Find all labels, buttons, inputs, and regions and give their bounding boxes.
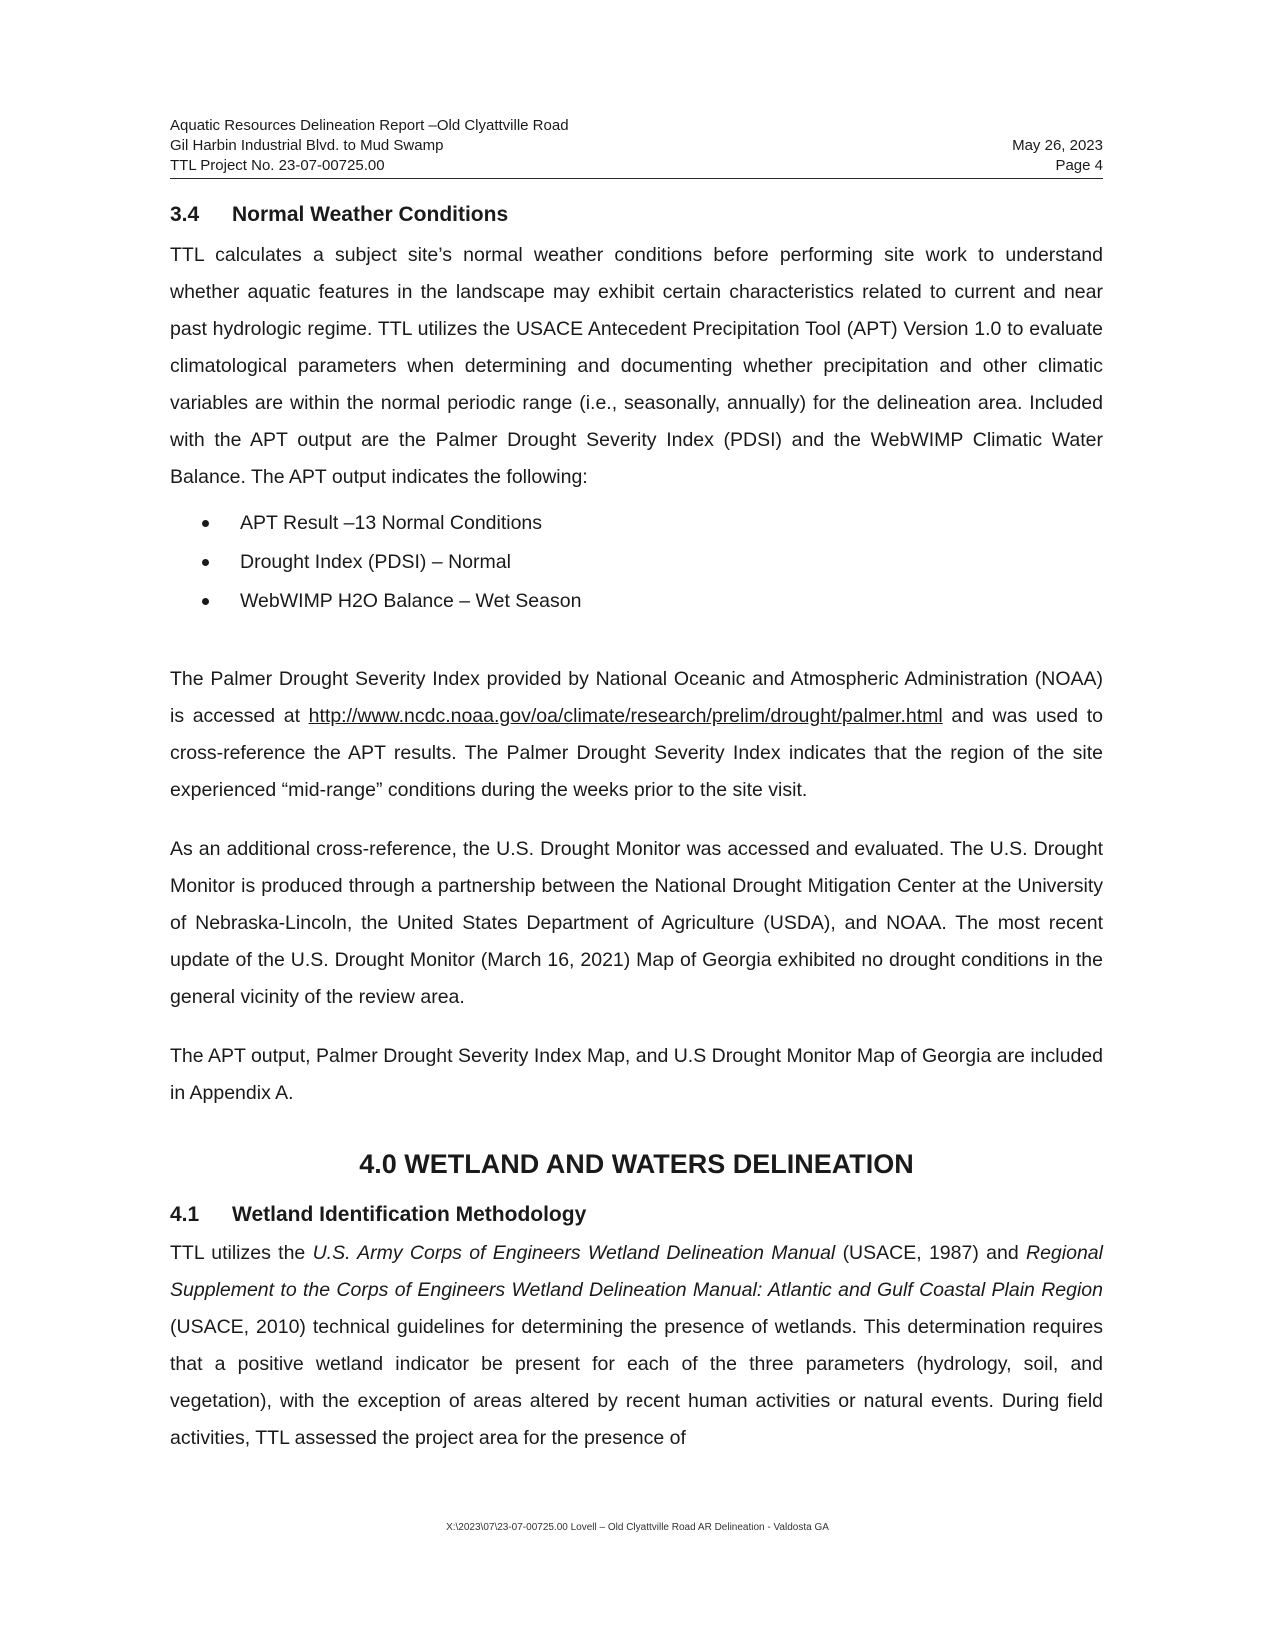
section-4-0-heading: 4.0 WETLAND AND WATERS DELINEATION [359, 1149, 914, 1179]
section-3-4-paragraph-4: The APT output, Palmer Drought Severity Index Map, and U.S Drought Monitor Map of Georgia are included in Appendix A. [170, 1045, 1103, 1104]
page-footer-file-path: X:\2023\07\23-07-00725.00 Lovell – Old Clyattville Road AR Delineation - Valdosta GA [446, 1522, 829, 1533]
regional-supplement-citation: Regional Supplement to the Corps of Engineers Wetland Delineation Manual: Atlantic and Gulf Coastal Plain Region [170, 1242, 1103, 1301]
header-report-location: Gil Harbin Industrial Blvd. to Mud Swamp [170, 137, 444, 154]
bullet-icon [202, 559, 209, 566]
header-report-info [170, 116, 569, 176]
header-date-page [1012, 136, 1103, 176]
section-3-4-paragraph-2 [170, 661, 1103, 809]
section-4-1-number: 4.1 [170, 1203, 200, 1226]
page-body [170, 200, 1103, 1457]
paragraph-2-text-start: The Palmer Drought Severity Index provided by National Oceanic and Atmospheric Administration (NOAA) is accessed at [170, 668, 1103, 727]
section-4-1-heading [170, 1200, 1103, 1230]
bullet-icon [202, 598, 209, 605]
page-header [170, 116, 1103, 179]
list-item-text: Drought Index (PDSI) – Normal [240, 551, 511, 573]
manual-citation-1987: U.S. Army Corps of Engineers Wetland Delineation Manual [312, 1242, 836, 1264]
section-3-4-heading [170, 200, 1103, 230]
section-4-1-paragraph [170, 1235, 1103, 1457]
paragraph-2-text-end: and was used to cross-reference the APT results. The Palmer Drought Severity Index indicates that the region of the site experienced “mid-range” conditions during the weeks prior to the site visit. [170, 705, 1104, 801]
section-3-4-paragraph-3: As an additional cross-reference, the U.S. Drought Monitor was accessed and evaluated. The U.S. Drought Monitor is produced through a partnership between the National Drought Mitigation Center at the University of Nebraska-Lincoln, the United States Department of Agriculture (USDA), and NOAA. The most recent update of the U.S. Drought Monitor (March 16, 2021) Map of Georgia exhibited no drought conditions in the general vicinity of the review area. [170, 838, 1103, 1008]
paragraph-text: (USACE, 2010) technical guidelines for determining the presence of wetlands. This determination requires that a positive wetland indicator be present for each of the three parameters (hydrology, soil, and vegetation), with the exception of areas altered by recent human activities or natural events. During field activities, TTL assessed the project area for the presence of [170, 1316, 1103, 1449]
section-4-1-title: Wetland Identification Methodology [232, 1203, 587, 1226]
header-project-number: TTL Project No. 23-07-00725.00 [170, 157, 385, 174]
list-item-text: WebWIMP H2O Balance – Wet Season [240, 590, 582, 612]
header-page-number: Page 4 [1055, 157, 1103, 174]
header-date: May 26, 2023 [1012, 137, 1103, 154]
paragraph-text: TTL utilizes the [170, 1242, 306, 1264]
section-3-4-title: Normal Weather Conditions [232, 203, 509, 226]
list-item [170, 582, 1103, 621]
bullet-icon [202, 520, 209, 527]
list-item-text: APT Result –13 Normal Conditions [240, 512, 543, 534]
noaa-palmer-link[interactable]: http://www.ncdc.noaa.gov/oa/climate/research/prelim/drought/palmer.html [308, 705, 943, 727]
section-3-4-number: 3.4 [170, 203, 200, 226]
list-item [170, 543, 1103, 582]
section-3-4-paragraph-1: TTL calculates a subject site’s normal weather conditions before performing site work to understand whether aquatic features in the landscape may exhibit certain characteristics related to current and near past hydrologic regime. TTL utilizes the USACE Antecedent Precipitation Tool (APT) Version 1.0 to evaluate climatological parameters when determining and documenting whether precipitation and other climatic variables are within the normal periodic range (i.e., seasonally, annually) for the delineation area. Included with the APT output are the Palmer Drought Severity Index (PDSI) and the WebWIMP Climatic Water Balance. The APT output indicates the following: [170, 244, 1103, 488]
list-item [170, 504, 1103, 543]
header-report-title: Aquatic Resources Delineation Report –Old Clyattville Road [170, 117, 569, 134]
apt-results-list [170, 504, 1103, 621]
paragraph-text: (USACE, 1987) and [842, 1242, 1019, 1264]
